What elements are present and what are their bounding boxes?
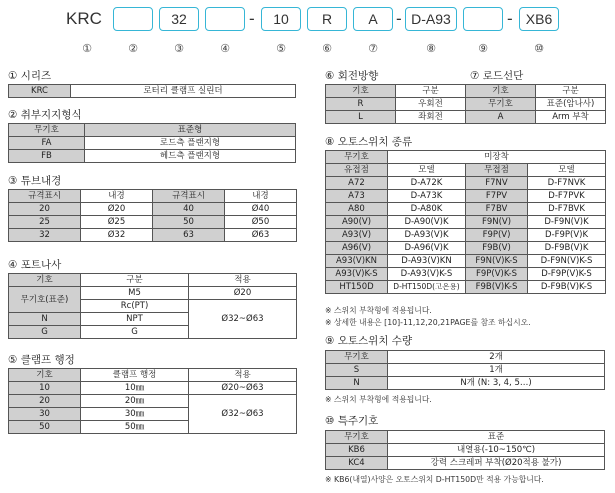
section-title-rotation: ⑥ 회전방향 [325,70,379,82]
table-header-row [9,124,296,137]
table-row [326,444,605,457]
table-header-cell: 무기호 [326,151,388,164]
section-title-port: ④ 포트나사 [8,259,62,271]
table-cell: D-A90(V)K [388,216,466,229]
table-cell: F9N(V) [466,216,528,229]
section-title-clamp-stroke: ⑤ 클램프 행정 [8,354,75,366]
table-cell: Ø20 [81,203,153,216]
table-row [9,203,297,216]
auto-switch-table [325,150,606,294]
table-row [326,364,605,377]
index-number: ⑤ [276,42,286,55]
rotation-table [325,84,466,124]
table-cell: 1개 [388,364,605,377]
note-text: ※ 스위치 부착형에 적용됩니다. [325,306,432,315]
index-number: ② [128,42,138,55]
table-row [9,150,296,163]
table-row [9,287,297,300]
table-row [326,351,605,364]
note-text: ※ KB6(내열)사양은 오토스위치 D-HT150D만 적용 가능합니다. [325,475,544,484]
table-row [326,98,466,111]
table-cell: FA [9,137,85,150]
table-row [326,255,606,268]
table-cell: 내열용(-10~150℃) [388,444,605,457]
table-cell: 10㎜ [81,382,189,395]
table-cell: 2개 [388,351,605,364]
table-row [9,137,296,150]
table-row [9,85,296,98]
table-cell: Ø40 [225,203,297,216]
code-box-rod-end: A [353,7,393,31]
bore-table [8,189,297,242]
index-number: ① [82,42,92,55]
table-cell: A96(V) [326,242,388,255]
table-row [326,111,466,124]
table-row [326,242,606,255]
table-cell: L [326,111,396,124]
code-box-switch-qty [463,7,503,31]
table-header-cell: 규격표시 [9,190,81,203]
table-header-row [326,85,466,98]
table-cell: 63 [153,229,225,242]
table-row [326,190,606,203]
table-cell: F9P(V) [466,229,528,242]
index-number: ⑩ [534,42,544,55]
table-cell: M5 [81,287,189,300]
table-cell: Ø50 [225,216,297,229]
table-cell: 무기호 [466,98,536,111]
table-cell: Ø63 [225,229,297,242]
table-header-row [466,85,606,98]
mounting-table [8,123,296,163]
section-title-rod-end: ⑦ 로드선단 [470,70,524,82]
table-cell: A72 [326,177,388,190]
code-box-stroke: 10 [261,7,301,31]
table-cell: N개 (N: 3, 4, 5…) [388,377,605,390]
table-cell: 좌회전 [396,111,466,124]
table-cell: 30 [9,408,81,421]
table-cell: N [326,377,388,390]
table-header-cell: 구분 [396,85,466,98]
section-title-auto-switch: ⑧ 오토스위치 종류 [325,136,413,148]
table-cell: F9B(V) [466,242,528,255]
table-cell: 무기호(표준) [9,287,81,313]
table-cell: Ø32 [81,229,153,242]
table-cell: Ø32~Ø63 [189,395,297,434]
note-text: ※ 상세한 내용은 [10]-11,12,20,21PAGE를 참조 하십시오. [325,318,531,327]
section-title-mounting: ② 취부지지형식 [8,109,82,121]
note-text: ※ 스위치 부착형에 적용됩니다. [325,395,432,404]
table-cell: 50 [9,421,81,434]
table-row [326,203,606,216]
table-cell: D-F9N(V)K [528,216,606,229]
table-cell: D-F9N(V)K-S [528,255,606,268]
table-header-cell: 적용 [189,274,297,287]
table-header-row [326,151,606,164]
table-cell: F9P(V)K-S [466,268,528,281]
table-row [9,395,297,408]
section-title-bore: ③ 튜브내경 [8,175,62,187]
table-cell: G [81,326,189,339]
table-cell: KRC [9,85,71,98]
code-box-special: XB6 [519,7,559,31]
table-cell: A93(V)K-S [326,268,388,281]
code-dash: - [507,9,513,28]
table-cell: 우회전 [396,98,466,111]
table-cell: A93(V) [326,229,388,242]
table-header-cell: 모델 [528,164,606,177]
table-cell: F7PV [466,190,528,203]
code-dash: - [396,9,402,28]
table-row [326,177,606,190]
table-cell: D-A80K [388,203,466,216]
table-header-cell: 클램프 행정 [81,369,189,382]
table-cell: Ø20~Ø63 [189,382,297,395]
table-cell: FB [9,150,85,163]
table-cell: D-F7NVK [528,177,606,190]
table-header-row [326,431,605,444]
table-header-cell: 내경 [81,190,153,203]
table-cell: 25 [9,216,81,229]
table-header-row [9,369,297,382]
table-row [9,229,297,242]
table-cell: 로터리 클램프 실린더 [71,85,296,98]
table-header-row [326,164,606,177]
table-header-cell: 기호 [466,85,536,98]
clamp-stroke-table [8,368,297,434]
table-row [326,377,605,390]
table-cell: HT150D [326,281,388,294]
table-cell: D-A93(V)K [388,229,466,242]
table-cell: NPT [81,313,189,326]
table-row [466,98,606,111]
index-number: ⑨ [478,42,488,55]
table-row [9,382,297,395]
section-title-series: ① 시리즈 [8,70,52,82]
table-cell: Rc(PT) [81,300,189,313]
table-cell: 32 [9,229,81,242]
index-number: ⑦ [368,42,378,55]
table-cell: R [326,98,396,111]
table-header-cell: 무기호 [326,431,388,444]
table-cell: 50㎜ [81,421,189,434]
table-cell: 10 [9,382,81,395]
table-cell: Ø32~Ø63 [189,300,297,339]
table-cell: D-F9P(V)K [528,229,606,242]
table-cell: F7BV [466,203,528,216]
table-cell: A73 [326,190,388,203]
code-box-switch: D-A93 [405,7,457,31]
table-row [326,229,606,242]
table-header-row [9,190,297,203]
table-header-cell: 미장착 [388,151,606,164]
code-dash: - [249,9,255,28]
table-cell: D-F9P(V)K-S [528,268,606,281]
table-header-cell: 구분 [81,274,189,287]
table-cell: KC4 [326,457,388,470]
table-cell: 강력 스크레퍼 부착(Ø20적용 불가) [388,457,605,470]
table-header-cell: 무기호 [9,124,85,137]
table-header-cell: 규격표시 [153,190,225,203]
table-cell: F7NV [466,177,528,190]
table-cell: 50 [153,216,225,229]
table-cell: D-A93(V)K-S [388,268,466,281]
table-header-cell: 적용 [189,369,297,382]
table-header-cell: 기호 [9,274,81,287]
table-cell: A [466,111,536,124]
table-cell: Ø20 [189,287,297,300]
section-title-special-order: ⑩ 특주기호 [325,415,379,427]
table-row [326,457,605,470]
table-header-cell: 모델 [388,164,466,177]
switch-qty-table [325,350,605,390]
model-prefix: KRC [66,9,102,28]
index-number: ⑧ [426,42,436,55]
table-header-cell: 구분 [536,85,606,98]
table-header-cell: 표준 [388,431,605,444]
table-cell: D-F9B(V)K [528,242,606,255]
section-title-switch-qty: ⑨ 오토스위치 수량 [325,335,413,347]
table-cell: Arm 부착 [536,111,606,124]
table-row [466,111,606,124]
table-cell: D-HT150D(고온용) [388,281,466,294]
table-cell: S [326,364,388,377]
index-number: ③ [174,42,184,55]
table-cell: D-A73K [388,190,466,203]
table-cell: 헤드측 플랜지형 [85,150,296,163]
table-cell: D-F7BVK [528,203,606,216]
rod-end-table [465,84,606,124]
table-cell: 30㎜ [81,408,189,421]
code-box-rotation: R [307,7,347,31]
table-cell: A90(V) [326,216,388,229]
table-cell: D-F9B(V)K-S [528,281,606,294]
table-cell: KB6 [326,444,388,457]
special-order-table [325,430,605,470]
series-table [8,84,296,98]
table-header-cell: 무접점 [466,164,528,177]
table-cell: 로드측 플랜지형 [85,137,296,150]
table-cell: 20 [9,395,81,408]
table-cell: Ø25 [81,216,153,229]
table-cell: D-F7PVK [528,190,606,203]
table-cell: F9B(V)K-S [466,281,528,294]
table-cell: F9N(V)K-S [466,255,528,268]
code-box-bore: 32 [159,7,199,31]
table-cell: A80 [326,203,388,216]
table-cell: 20 [9,203,81,216]
index-number: ⑥ [322,42,332,55]
table-header-cell: 표준형 [85,124,296,137]
table-cell: D-A93(V)KN [388,255,466,268]
code-box-port [205,7,245,31]
table-cell: 표준(암나사) [536,98,606,111]
table-cell: D-A72K [388,177,466,190]
table-row [9,216,297,229]
table-cell: 40 [153,203,225,216]
table-cell: 무기호 [326,351,388,364]
table-header-cell: 기호 [326,85,396,98]
table-header-row [9,274,297,287]
table-cell: A93(V)KN [326,255,388,268]
table-row [326,268,606,281]
table-cell: N [9,313,81,326]
table-cell: G [9,326,81,339]
table-cell: 20㎜ [81,395,189,408]
table-row [326,216,606,229]
table-header-cell: 기호 [9,369,81,382]
index-number: ④ [220,42,230,55]
code-box-mounting [113,7,153,31]
port-table [8,273,297,339]
table-cell: D-A96(V)K [388,242,466,255]
table-header-cell: 유접점 [326,164,388,177]
table-row [326,281,606,294]
table-header-cell: 내경 [225,190,297,203]
